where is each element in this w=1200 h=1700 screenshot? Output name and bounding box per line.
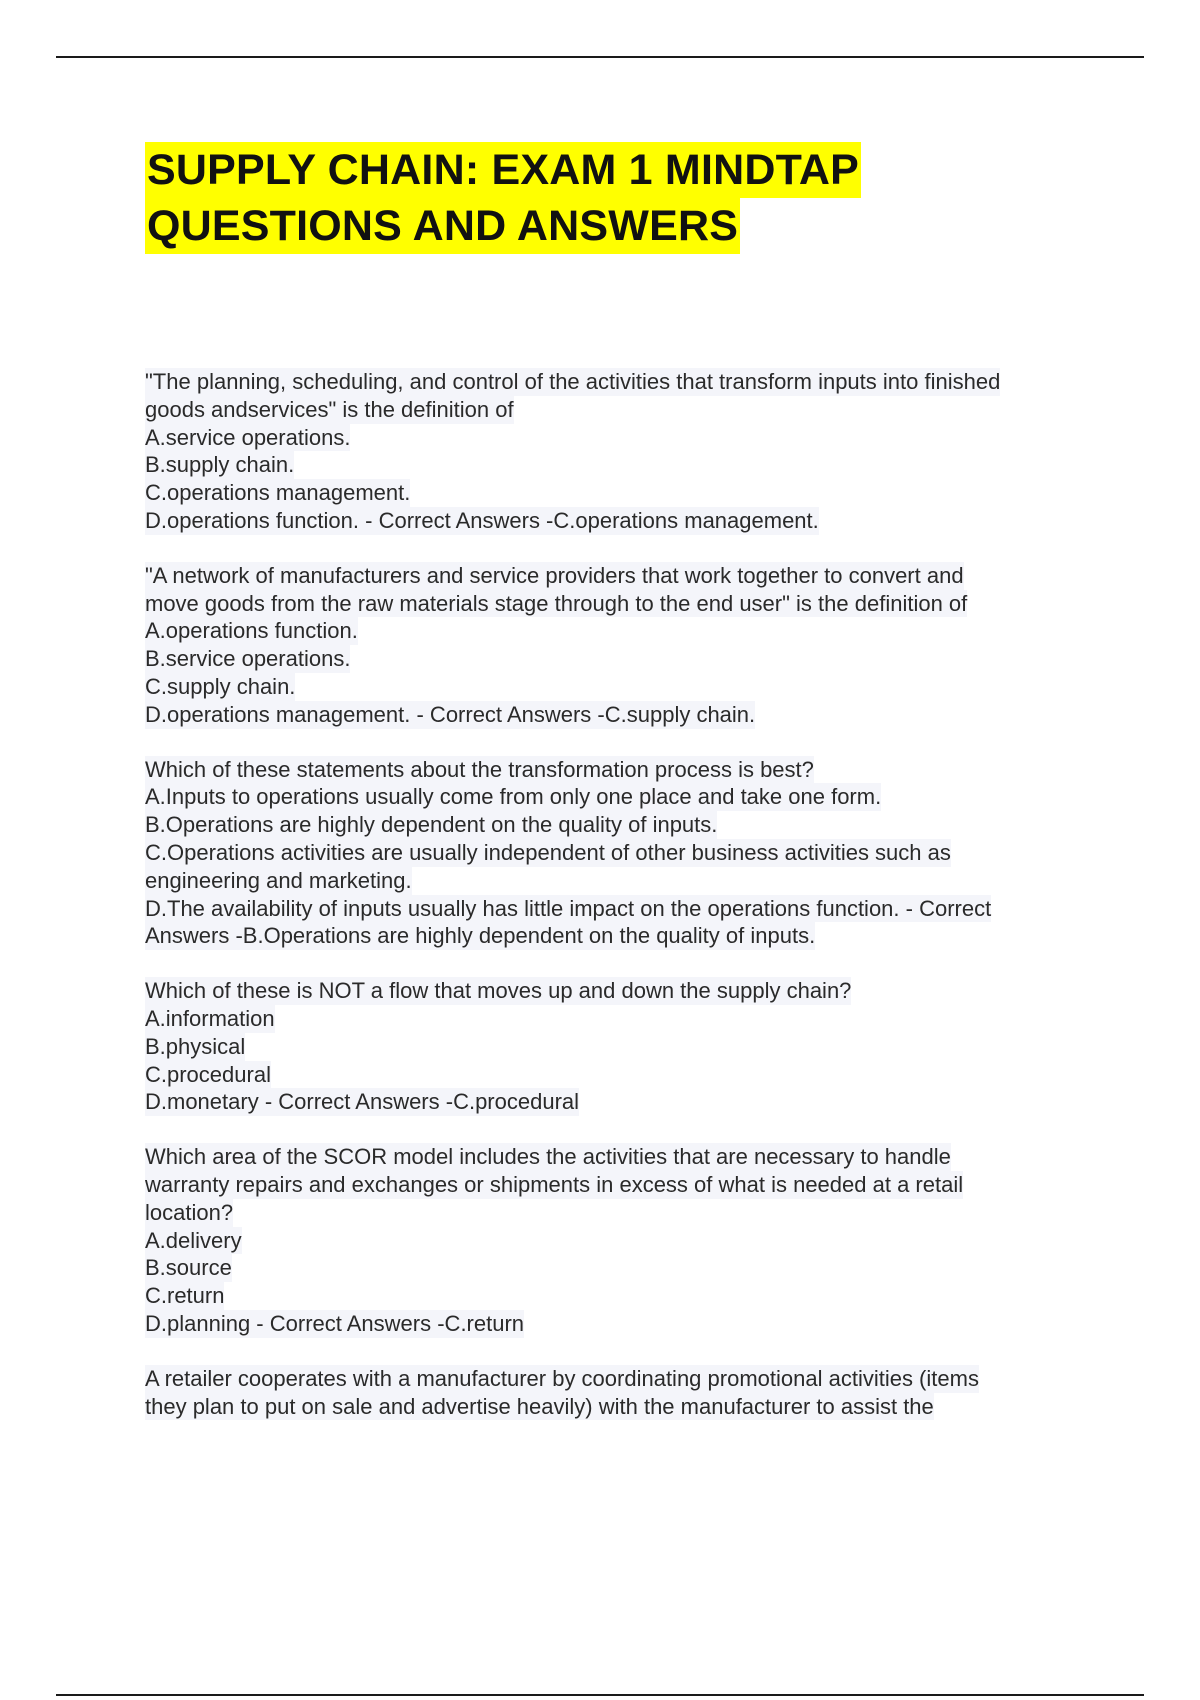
answer-option: B.supply chain. [145,452,295,478]
answer-option: A.operations function. [145,618,358,644]
question-block [145,562,1095,729]
answer-option-with-correct-answer: D.planning - Correct Answers -C.return [145,1310,525,1336]
answer-option: A.service operations. [145,424,351,450]
question-text: "The planning, scheduling, and control of the activities that transform inputs into finished [145,369,1001,394]
answer-option: engineering and marketing. [145,867,412,893]
question-text: "A network of manufacturers and service providers that work together to convert and [145,562,964,588]
answer-option: C.procedural [145,1061,271,1087]
question-block [145,368,1095,535]
question-text: move goods from the raw materials stage through to the end user" is the definition of [145,590,968,616]
correct-answer: Answers -B.Operations are highly dependent on the quality of inputs. [145,923,816,949]
answer-option: B.source [145,1255,232,1281]
answer-option: C.Operations activities are usually independent of other business activities such as [145,839,951,865]
question-text: location? [145,1199,234,1225]
answer-option: C.operations management. [145,480,411,506]
question-text: warranty repairs and exchanges or shipments in excess of what is needed at a retail [145,1171,964,1197]
answer-option: C.supply chain. [145,673,296,699]
answer-option: B.service operations. [145,646,351,672]
bottom-divider [56,1694,1144,1696]
question-block [145,977,1095,1116]
title-line-1: SUPPLY CHAIN: EXAM 1 MINDTAP [145,142,861,198]
question-text: A retailer cooperates with a manufacturer by coordinating promotional activities (items [145,1365,979,1391]
question-text: Which of these is NOT a flow that moves up and down the supply chain? [145,978,852,1004]
question-text: they plan to put on sale and advertise heavily) with the manufacturer to assist the [145,1393,934,1419]
answer-option: C.return [145,1283,225,1309]
answer-option: B.Operations are highly dependent on the quality of inputs. [145,812,718,838]
question-text: goods andservices" is the definition of [145,396,514,422]
question-block [145,1143,1095,1338]
questions-body [145,368,1095,1447]
top-divider [56,56,1144,58]
answer-option-with-correct-answer: D.operations management. - Correct Answers -C.supply chain. [145,701,756,727]
question-block [145,756,1095,951]
answer-option: A.information [145,1005,275,1031]
question-text: Which area of the SCOR model includes the activities that are necessary to handle [145,1144,951,1170]
title-line-2: QUESTIONS AND ANSWERS [145,198,740,254]
answer-option-with-correct-answer: D.The availability of inputs usually has little impact on the operations function. - Correct [145,895,992,921]
answer-option-with-correct-answer: D.operations function. - Correct Answers -C.operations management. [145,507,819,533]
answer-option: A.Inputs to operations usually come from only one place and take one form. [145,784,882,810]
answer-option: B.physical [145,1033,246,1059]
document-title [145,142,1045,254]
answer-option: A.delivery [145,1227,242,1253]
question-block [145,1365,1095,1421]
answer-option-with-correct-answer: D.monetary - Correct Answers -C.procedural [145,1089,580,1115]
question-text: Which of these statements about the transformation process is best? [145,756,814,782]
